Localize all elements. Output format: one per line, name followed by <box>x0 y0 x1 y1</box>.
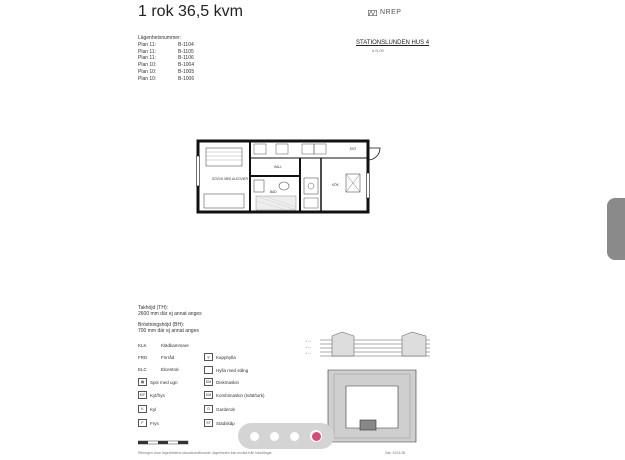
wardrobe-icon: G <box>204 405 213 413</box>
floor-plan-drawing <box>196 138 386 216</box>
unit-row <box>138 76 194 83</box>
unit-row <box>138 55 194 62</box>
legend-label: Hylla med stång <box>216 367 249 373</box>
legend-label: Elcentral <box>161 367 179 372</box>
legend-item <box>138 405 156 413</box>
legend-label: Förråd <box>161 355 175 360</box>
legend-item <box>204 366 248 374</box>
legend-label: Diskmaskin <box>216 379 240 385</box>
fridge-icon: K <box>138 405 147 413</box>
svg-text:▪ —: ▪ — <box>306 345 311 349</box>
room-label-kitchen: KÖK <box>332 183 339 187</box>
pager-dot-1[interactable] <box>250 432 259 441</box>
unit-row <box>138 69 194 76</box>
unit-row <box>138 49 194 56</box>
unit-level: Plan 11: <box>138 42 156 48</box>
dishwasher-icon: DM <box>205 380 212 384</box>
parapet-height-label: Bröstningshöjd (BH): <box>138 322 185 328</box>
legend-item <box>204 378 239 386</box>
unit-list <box>138 42 194 82</box>
brand-logo <box>368 9 401 16</box>
parapet-height-value: 700 mm där ej annat anges <box>138 328 199 334</box>
legend-label: Spis med ugn <box>150 379 178 385</box>
room-label-bath: BAD <box>270 190 277 194</box>
pager-dot-3[interactable] <box>290 432 299 441</box>
unit-number: B-1104 <box>178 42 194 48</box>
fridge-freezer-icon: K/F <box>139 393 146 397</box>
coat-rack-icon: ╤ <box>204 353 213 361</box>
legend-abbr: FRD <box>138 355 148 360</box>
unit-number: B-1006 <box>178 75 195 82</box>
legend-label: Garderob <box>216 406 236 412</box>
legend-label: Städskåp <box>216 420 235 426</box>
legend-item <box>204 391 265 399</box>
legend-label: Kyl <box>150 406 157 412</box>
legend-item <box>138 343 189 348</box>
legend-label: Klädkammare <box>161 343 189 348</box>
brand-name: NREP <box>380 9 402 16</box>
pager-dot-active[interactable] <box>310 430 322 442</box>
legend-label: Frys <box>150 420 159 426</box>
legend-item <box>138 391 165 399</box>
unit-number: B-1105 <box>178 48 194 55</box>
unit-level: Plan 10: <box>138 75 157 82</box>
legend-abbr: ELC <box>138 367 147 372</box>
unit-number: B-1106 <box>178 55 194 62</box>
legend-item <box>204 405 235 413</box>
unit-level: Plan 11: <box>138 48 156 55</box>
pager-dot-2[interactable] <box>270 432 279 441</box>
washer-dryer-icon: KM <box>205 393 212 397</box>
image-pager[interactable] <box>238 423 334 449</box>
footer-date: Dat: 2024-08 <box>385 451 406 455</box>
ceiling-height-value: 2600 mm där ej annat anges <box>138 311 202 317</box>
page-title: 1 rok 36,5 kvm <box>138 3 243 20</box>
room-label-living: SOVCH MED ALKOVIER <box>212 177 248 181</box>
legend-item <box>138 419 159 427</box>
stove-icon: ▦ <box>138 378 147 386</box>
scale-bar <box>138 440 198 446</box>
project-name: STATIONSLUNDEN HUS 4 <box>356 40 430 46</box>
legend-item <box>138 367 179 372</box>
ceiling-height-label: Takhöjd (TH): <box>138 305 169 311</box>
svg-text:▪ —: ▪ — <box>306 351 311 355</box>
project-code: 6.N.09 <box>372 48 384 53</box>
side-scroll-handle[interactable] <box>607 198 625 260</box>
shelf-rod-icon <box>204 366 213 374</box>
room-label-hall: HALL <box>274 165 282 169</box>
unit-number: B-1005 <box>178 68 195 75</box>
footer-note: Ritningen visar lägenhetens standardutförande, lägenheten kan avvika från handlingar <box>138 451 272 455</box>
legend-label: Kyl/frys <box>150 392 165 398</box>
cleaning-closet-icon: ST <box>204 419 213 427</box>
active-dot-indicator-icon <box>312 432 321 441</box>
unit-row <box>138 62 194 69</box>
legend-abbr: KLK <box>138 343 147 348</box>
legend-item <box>204 353 236 361</box>
unit-row <box>138 42 194 49</box>
unit-list-heading: Lägenhetsnummer: <box>138 35 182 41</box>
unit-level: Plan 10: <box>138 68 157 75</box>
nrep-logo-icon <box>368 10 377 16</box>
unit-level: Plan 10: <box>138 62 157 69</box>
legend-item <box>138 355 174 360</box>
legend-item <box>204 419 235 427</box>
freezer-icon: F <box>138 419 147 427</box>
room-label-entrance: ENT <box>350 147 357 151</box>
svg-text:▪ —: ▪ — <box>306 339 311 343</box>
legend-item <box>138 378 178 386</box>
unit-level: Plan 11: <box>138 55 156 62</box>
legend-label: Kapphylla <box>216 354 236 360</box>
unit-number: B-1004 <box>178 62 195 69</box>
legend-label: Kombimaskin (tvätt/tork) <box>216 392 265 398</box>
